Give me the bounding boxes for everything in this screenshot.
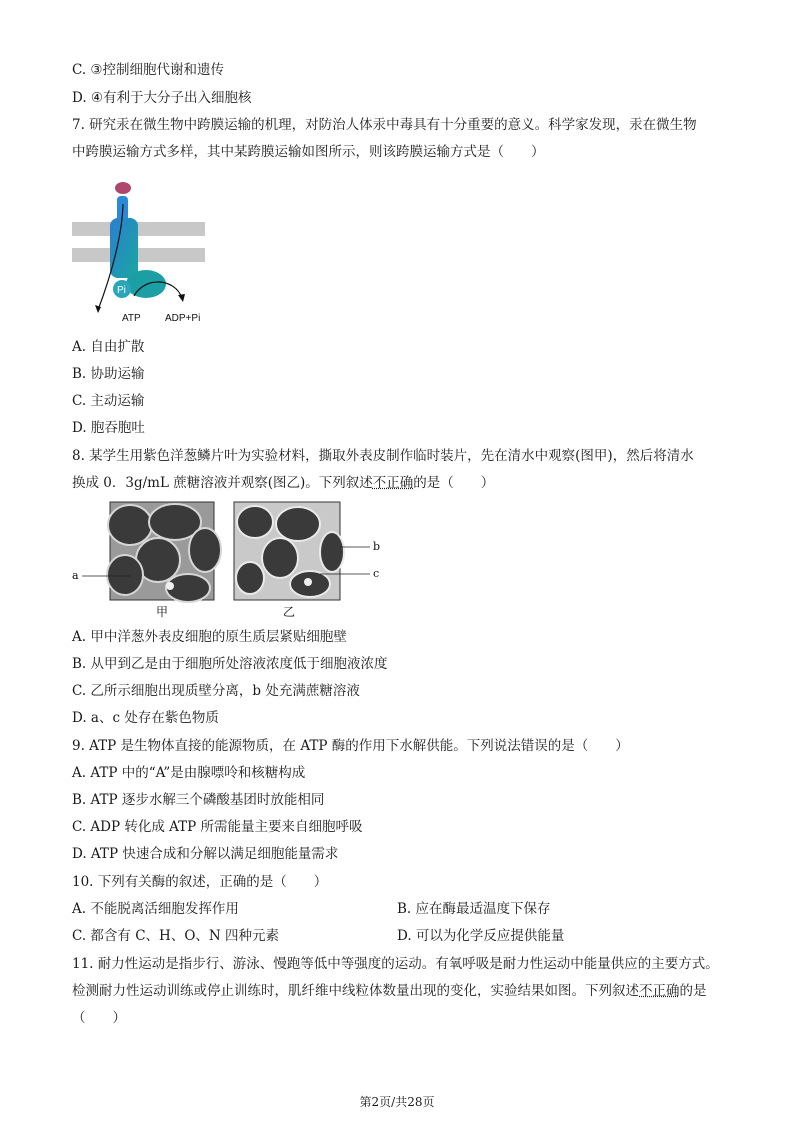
- q10-option-b: B. 应在酶最适温度下保存: [397, 901, 551, 917]
- q7-option-b: B. 协助运输: [72, 366, 145, 382]
- q6-option-d: D. ④有利于大分子出入细胞核: [72, 90, 252, 106]
- adp-pi-label: ADP+Pi: [165, 313, 201, 324]
- membrane-outer-layer: [72, 222, 205, 236]
- q11-stem-line1: 11. 耐力性运动是指步行、游泳、慢跑等低中等强度的运动。有氧呼吸是耐力性运动中能量供应的主要方式。: [72, 956, 719, 972]
- q8-stem-end: 的是（ ）: [413, 475, 495, 491]
- q7-option-c: C. 主动运输: [72, 393, 145, 409]
- atp-hydrolysis-arrowhead: [178, 294, 185, 302]
- page-number: 第2页/共28页: [359, 1095, 435, 1109]
- membrane-inner-layer: [72, 248, 205, 262]
- label-a: a: [72, 569, 79, 582]
- q10-option-d: D. 可以为化学反应提供能量: [397, 928, 565, 944]
- pi-label: Pi: [117, 285, 126, 296]
- q7-option-a: A. 自由扩散: [72, 339, 145, 355]
- transport-arrowhead: [95, 305, 101, 313]
- carrier-protein: [110, 218, 138, 278]
- membrane-transport-figure: [70, 178, 220, 328]
- micrograph-jia-bubble: [166, 582, 174, 590]
- q7-stem-line2: 中跨膜运输方式多样，其中某跨膜运输如图所示，则该跨膜运输方式是（ ）: [72, 144, 545, 160]
- q11-emphasis-not-correct: 不正确: [639, 983, 680, 999]
- mercury-ion: [115, 182, 131, 194]
- label-c: c: [373, 567, 380, 580]
- caption-yi: 乙: [283, 605, 296, 619]
- q11-stem-line3: （ ）: [72, 1010, 126, 1026]
- q11-stem-line2: [72, 982, 707, 1000]
- micrograph-yi-bubble: [304, 578, 312, 586]
- q9-option-c: C. ADP 转化成 ATP 所需能量主要来自细胞呼吸: [72, 819, 363, 835]
- q8-emphasis-not-correct: 不正确: [372, 475, 414, 491]
- q9-option-b: B. ATP 逐步水解三个磷酸基团时放能相同: [72, 792, 325, 808]
- q8-option-b: B. 从甲到乙是由于细胞所处溶液浓度低于细胞液浓度: [72, 656, 388, 672]
- q11-stem-end: 的是: [679, 983, 707, 999]
- q10-stem: 10. 下列有关酶的叙述，正确的是（ ）: [72, 874, 328, 890]
- label-b: b: [373, 540, 381, 553]
- q9-stem: 9. ATP 是生物体直接的能源物质，在 ATP 酶的作用下水解供能。下列说法错误的是（ ）: [72, 738, 629, 754]
- q8-stem-line1: 8. 某学生用紫色洋葱鳞片叶为实验材料，撕取外表皮制作临时装片，先在清水中观察(图甲)，然后将清水: [72, 448, 694, 464]
- q8-option-a: A. 甲中洋葱外表皮细胞的原生质层紧贴细胞壁: [72, 629, 347, 645]
- q9-option-d: D. ATP 快速合成和分解以满足细胞能量需求: [72, 846, 339, 862]
- q8-stem-line2: [72, 474, 494, 492]
- q7-option-d: D. 胞吞胞吐: [72, 420, 145, 436]
- q10-option-c: C. 都含有 C、H、O、N 四种元素: [72, 928, 279, 944]
- q7-stem-line1: 7. 研究汞在微生物中跨膜运输的机理，对防治人体汞中毒具有十分重要的意义。科学家发现，汞在微生物: [72, 117, 697, 133]
- q8-option-c: C. 乙所示细胞出现质壁分离，b 处充满蔗糖溶液: [72, 683, 360, 699]
- plasmolysis-figure: [70, 500, 410, 622]
- q9-option-a: A. ATP 中的“A”是由腺嘌呤和核糖构成: [72, 765, 306, 781]
- q6-option-c: C. ③控制细胞代谢和遗传: [72, 62, 225, 78]
- q8-stem-text: 换成 0．3g/mL 蔗糖溶液并观察(图乙)。下列叙述: [72, 475, 373, 491]
- q8-option-d: D. a、c 处存在紫色物质: [72, 710, 219, 726]
- q11-stem-text: 检测耐力性运动训练或停止训练时，肌纤维中线粒体数量出现的变化，实验结果如图。下列叙述: [72, 983, 639, 999]
- q10-option-a: A. 不能脱离活细胞发挥作用: [72, 901, 239, 917]
- atp-label: ATP: [122, 313, 141, 324]
- caption-jia: 甲: [156, 605, 169, 619]
